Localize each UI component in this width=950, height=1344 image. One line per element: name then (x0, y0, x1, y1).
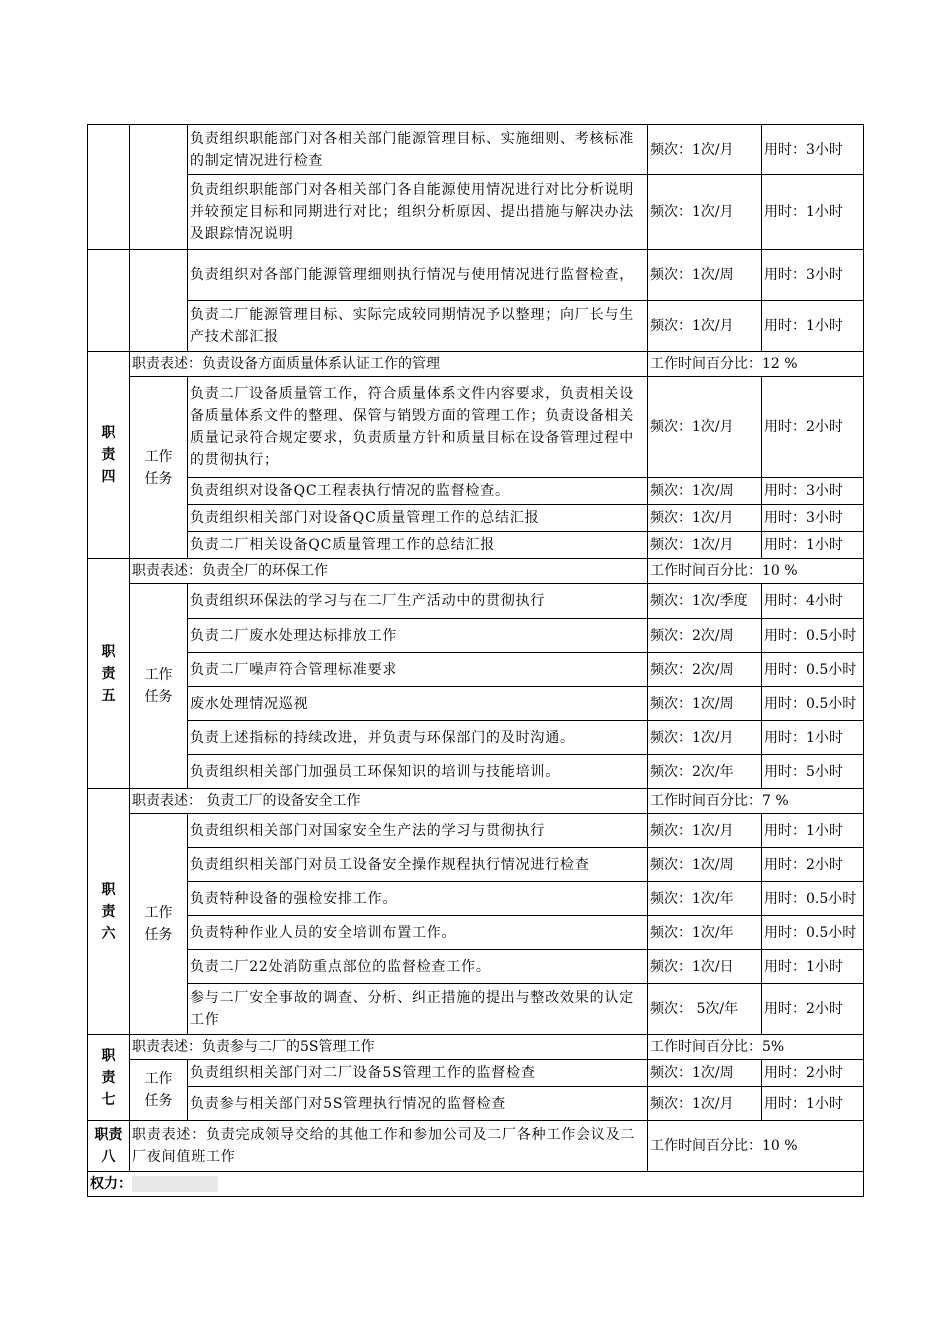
frequency: 频次： 5次/年 (648, 984, 762, 1035)
duration: 用时：3小时 (762, 505, 864, 532)
duty-statement-row (88, 559, 864, 584)
task-text: 负责组织对各部门能源管理细则执行情况与使用情况进行监督检查， (188, 250, 648, 301)
work-time-percentage: 工作时间百分比：5% (648, 1035, 864, 1060)
duration: 用时：3小时 (762, 478, 864, 505)
table-row (88, 653, 864, 687)
table-row (88, 882, 864, 916)
frequency: 频次：1次/月 (648, 1087, 762, 1121)
duration: 用时：1小时 (762, 1087, 864, 1121)
task-text: 负责二厂22处消防重点部位的监督检查工作。 (188, 950, 648, 984)
table-row (88, 584, 864, 619)
duty-statement-row (88, 1121, 864, 1172)
duration: 用时：1小时 (762, 950, 864, 984)
duration: 用时：1小时 (762, 814, 864, 848)
duty-label: 职责六 (88, 789, 130, 1035)
table-row (88, 125, 864, 175)
duty-statement: 职责表述：负责全厂的环保工作 (130, 559, 648, 584)
frequency: 频次：1次/月 (648, 125, 762, 175)
category-label: 工作任务 (130, 377, 188, 559)
table-row (88, 377, 864, 478)
duration: 用时：1小时 (762, 532, 864, 559)
table-row (88, 1060, 864, 1087)
table-row (88, 619, 864, 653)
table-row (88, 505, 864, 532)
shaded-blank (132, 1176, 218, 1192)
frequency: 频次：1次/周 (648, 687, 762, 721)
table-row (88, 532, 864, 559)
table-row (88, 755, 864, 789)
duty-label: 职责七 (88, 1035, 130, 1121)
duty-label: 职责五 (88, 559, 130, 789)
task-text: 负责组织环保法的学习与在二厂生产活动中的贯彻执行 (188, 584, 648, 619)
duration: 用时：4小时 (762, 584, 864, 619)
task-text: 负责上述指标的持续改进，并负责与环保部门的及时沟通。 (188, 721, 648, 755)
task-text: 负责二厂设备质量管工作，符合质量体系文件内容要求，负责相关设备质量体系文件的整理、保管与销毁方面的管理工作；负责设备相关质量记录符合规定要求，负责质量方针和质量目标在设备管理过程中的贯彻执行； (188, 377, 648, 478)
table-row (88, 301, 864, 352)
work-time-percentage: 工作时间百分比：7 % (648, 789, 864, 814)
category-label: 工作任务 (130, 814, 188, 1035)
task-text: 废水处理情况巡视 (188, 687, 648, 721)
frequency: 频次：1次/年 (648, 916, 762, 950)
duration: 用时：3小时 (762, 125, 864, 175)
frequency: 频次：1次/周 (648, 1060, 762, 1087)
frequency: 频次：1次/月 (648, 721, 762, 755)
duty-statement: 职责表述：负责完成领导交给的其他工作和参加公司及二厂各种工作会议及二厂夜间值班工作 (130, 1121, 648, 1172)
frequency: 频次：1次/月 (648, 175, 762, 250)
duration: 用时：0.5小时 (762, 882, 864, 916)
duration: 用时：2小时 (762, 848, 864, 882)
table-row (88, 984, 864, 1035)
duration: 用时：5小时 (762, 755, 864, 789)
frequency: 频次：1次/月 (648, 377, 762, 478)
power-label: 权力： (90, 1176, 132, 1192)
frequency: 频次：1次/周 (648, 848, 762, 882)
duty-label-cell (88, 250, 130, 352)
work-time-percentage: 工作时间百分比：10 % (648, 559, 864, 584)
duration: 用时：3小时 (762, 250, 864, 301)
duty-statement-row (88, 352, 864, 377)
frequency: 频次：2次/周 (648, 619, 762, 653)
table-row (88, 916, 864, 950)
table-row (88, 721, 864, 755)
category-cell (130, 125, 188, 250)
duration: 用时：0.5小时 (762, 687, 864, 721)
frequency: 频次：1次/月 (648, 301, 762, 352)
table-row (88, 175, 864, 250)
duration: 用时：0.5小时 (762, 619, 864, 653)
frequency: 频次：1次/周 (648, 250, 762, 301)
task-text: 负责二厂废水处理达标排放工作 (188, 619, 648, 653)
duration: 用时：2小时 (762, 1060, 864, 1087)
duty-label: 职责八 (88, 1121, 130, 1172)
table-row (88, 1087, 864, 1121)
task-text: 负责组织职能部门对各相关部门各自能源使用情况进行对比分析说明并较预定目标和同期进行对比；组织分析原因、提出措施与解决办法及跟踪情况说明 (188, 175, 648, 250)
frequency: 频次：1次/年 (648, 882, 762, 916)
frequency: 频次：2次/年 (648, 755, 762, 789)
frequency: 频次：1次/季度 (648, 584, 762, 619)
work-time-percentage: 工作时间百分比：10 % (648, 1121, 864, 1172)
duration: 用时：1小时 (762, 721, 864, 755)
task-text: 负责组织相关部门对二厂设备5S管理工作的监督检查 (188, 1060, 648, 1087)
table-row (88, 848, 864, 882)
task-text: 负责二厂能源管理目标、实际完成较同期情况予以整理；向厂长与生产技术部汇报 (188, 301, 648, 352)
table-row (88, 687, 864, 721)
duration: 用时：2小时 (762, 984, 864, 1035)
power-cell (88, 1172, 864, 1197)
task-text: 负责组织相关部门加强员工环保知识的培训与技能培训。 (188, 755, 648, 789)
duty-statement: 职责表述： 负责工厂的设备安全工作 (130, 789, 648, 814)
power-row (88, 1172, 864, 1197)
task-text: 参与二厂安全事故的调查、分析、纠正措施的提出与整改效果的认定工作 (188, 984, 648, 1035)
work-time-percentage: 工作时间百分比：12 % (648, 352, 864, 377)
frequency: 频次：1次/月 (648, 814, 762, 848)
table-row (88, 950, 864, 984)
duty-statement-row (88, 789, 864, 814)
task-text: 负责组织相关部门对员工设备安全操作规程执行情况进行检查 (188, 848, 648, 882)
task-text: 负责组织职能部门对各相关部门能源管理目标、实施细则、考核标准的制定情况进行检查 (188, 125, 648, 175)
category-label: 工作任务 (130, 1060, 188, 1121)
task-text: 负责特种作业人员的安全培训布置工作。 (188, 916, 648, 950)
frequency: 频次：1次/日 (648, 950, 762, 984)
frequency: 频次：1次/月 (648, 505, 762, 532)
task-text: 负责组织相关部门对设备QC质量管理工作的总结汇报 (188, 505, 648, 532)
duty-statement: 职责表述：负责设备方面质量体系认证工作的管理 (130, 352, 648, 377)
table-row (88, 250, 864, 301)
duty-label-cell (88, 125, 130, 250)
task-text: 负责参与相关部门对5S管理执行情况的监督检查 (188, 1087, 648, 1121)
duty-label: 职责四 (88, 352, 130, 559)
duty-statement-row (88, 1035, 864, 1060)
task-text: 负责组织相关部门对国家安全生产法的学习与贯彻执行 (188, 814, 648, 848)
frequency: 频次：1次/周 (648, 478, 762, 505)
task-text: 负责二厂噪声符合管理标准要求 (188, 653, 648, 687)
table-row (88, 814, 864, 848)
category-cell (130, 250, 188, 352)
task-text: 负责特种设备的强检安排工作。 (188, 882, 648, 916)
task-text: 负责二厂相关设备QC质量管理工作的总结汇报 (188, 532, 648, 559)
duration: 用时：0.5小时 (762, 916, 864, 950)
duration: 用时：1小时 (762, 175, 864, 250)
task-text: 负责组织对设备QC工程表执行情况的监督检查。 (188, 478, 648, 505)
duration: 用时：1小时 (762, 301, 864, 352)
duty-statement: 职责表述：负责参与二厂的5S管理工作 (130, 1035, 648, 1060)
frequency: 频次：1次/月 (648, 532, 762, 559)
duration: 用时：0.5小时 (762, 653, 864, 687)
duration: 用时：2小时 (762, 377, 864, 478)
job-description-table (87, 124, 864, 1197)
category-label: 工作任务 (130, 584, 188, 789)
frequency: 频次：2次/周 (648, 653, 762, 687)
table-row (88, 478, 864, 505)
